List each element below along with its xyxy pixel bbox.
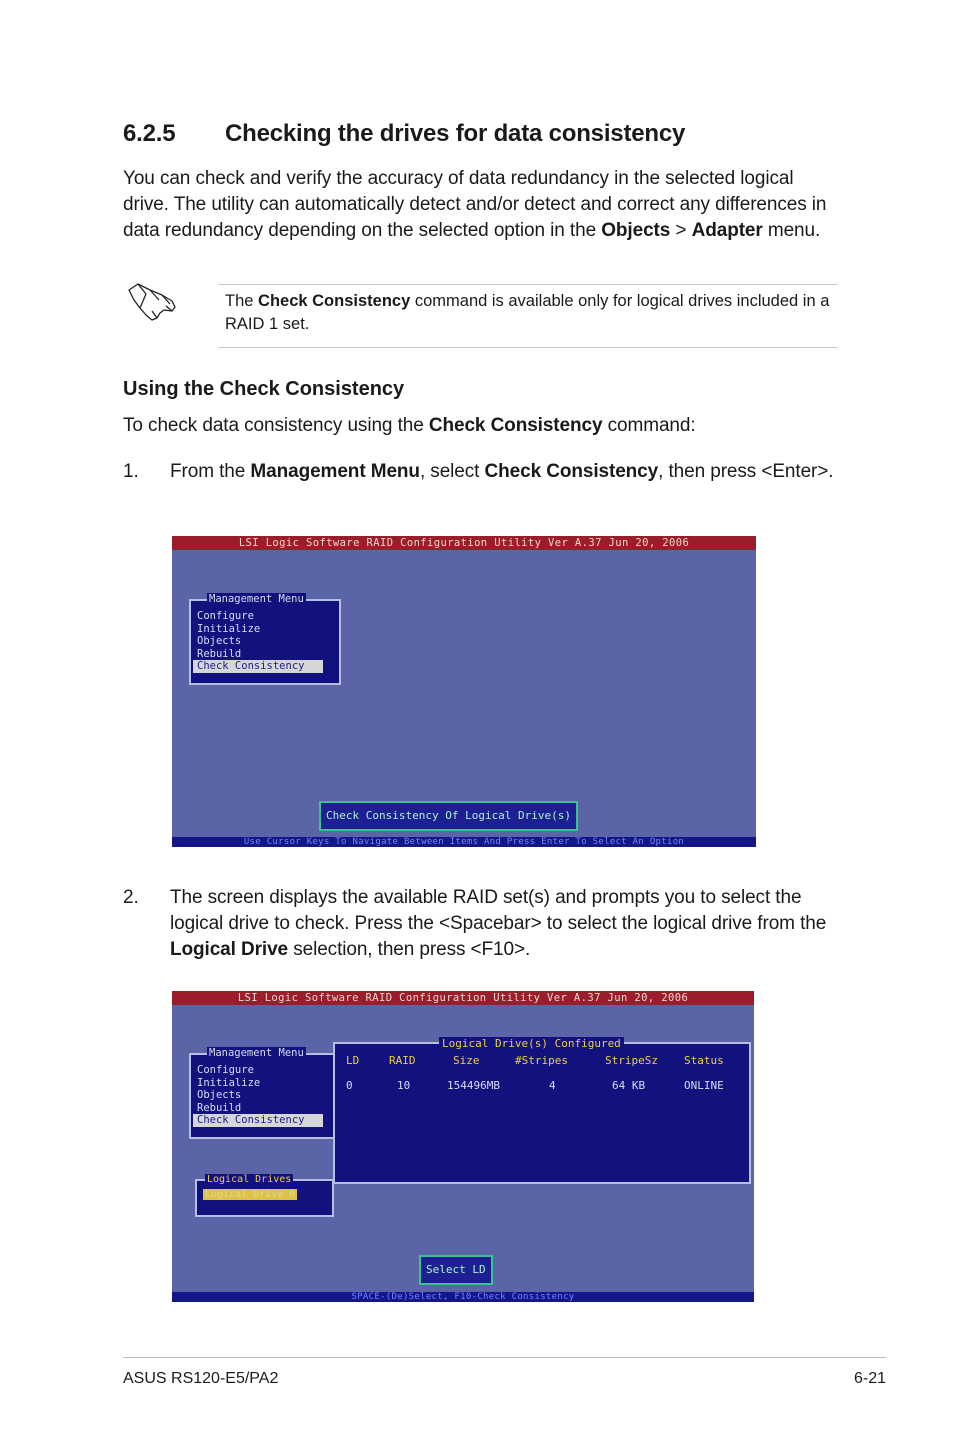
- cell-raid[interactable]: 10: [397, 1079, 411, 1092]
- logical-drive-0-item[interactable]: Logical Drive 0: [205, 1189, 296, 1200]
- bios-title-bar: LSI Logic Software RAID Configuration Utility Ver A.37 Jun 20, 2006: [172, 536, 756, 550]
- note-text: [225, 290, 835, 336]
- logical-drives-table: [333, 1037, 751, 1184]
- footer-page-number: 6-21: [853, 1370, 886, 1387]
- note-pre: The: [225, 292, 259, 310]
- step-1-post: , then press <Enter>.: [658, 461, 834, 482]
- col-header-raid: RAID: [389, 1054, 416, 1067]
- lead-term: Check Consistency: [428, 415, 603, 436]
- menu-item-objects[interactable]: Objects: [197, 1089, 242, 1101]
- adapter-term: Adapter: [691, 220, 763, 241]
- footer-model: ASUS RS120-E5/PA2: [123, 1370, 279, 1387]
- select-ld-dialog: Select LD: [419, 1255, 493, 1285]
- col-header-stripes: #Stripes: [515, 1054, 568, 1067]
- bios-title-bar: LSI Logic Software RAID Configuration Utility Ver A.37 Jun 20, 2006: [172, 991, 754, 1005]
- col-header-stripesz: StripeSz: [605, 1054, 658, 1067]
- check-consistency-dialog: Check Consistency Of Logical Drive(s): [319, 801, 578, 831]
- lead-paragraph: [123, 413, 696, 439]
- intro-paragraph: [123, 166, 838, 244]
- cell-status[interactable]: ONLINE: [684, 1079, 724, 1092]
- check-consistency-term: Check Consistency: [484, 461, 659, 482]
- objects-term: Objects: [601, 220, 671, 241]
- step-2-text: [170, 885, 838, 963]
- cell-stripes[interactable]: 4: [549, 1079, 556, 1092]
- step-1-text: [170, 459, 838, 485]
- management-menu-term: Management Menu: [250, 461, 420, 482]
- management-menu-box: [189, 593, 341, 685]
- col-header-size: Size: [453, 1054, 480, 1067]
- cell-ld[interactable]: 0: [346, 1079, 353, 1092]
- section-title: Checking the drives for data consistency: [225, 120, 686, 147]
- bios-screenshot-1: [172, 536, 756, 847]
- management-menu-title: Management Menu: [209, 593, 304, 605]
- intro-text-end: menu.: [762, 220, 821, 241]
- cell-size[interactable]: 154496MB: [447, 1079, 500, 1092]
- menu-item-rebuild[interactable]: Rebuild: [197, 1101, 242, 1114]
- intro-text: You can check and verify the accuracy of data redundancy in the selected logical drive. The utility can automatically detect and/or detect and correct any differences in data redundancy depending on the selected option in the: [123, 168, 827, 241]
- logical-drive-term: Logical Drive: [170, 939, 289, 960]
- step-2-number: 2.: [123, 887, 139, 908]
- step-2-pre: The screen displays the available RAID set(s) and prompts you to select the logical drive to check. Press the <Spacebar> to select the logical drive from the: [170, 887, 827, 934]
- menu-item-check-consistency[interactable]: Check Consistency: [193, 1114, 323, 1127]
- step-2-post: selection, then press <F10>.: [288, 939, 531, 960]
- logical-drives-selector: [195, 1174, 334, 1217]
- bios-status-bar: Use Cursor Keys To Navigate Between Items And Press Enter To Select An Option: [172, 837, 756, 847]
- menu-item-initialize[interactable]: Initialize: [197, 1076, 261, 1089]
- bios-screenshot-2: [172, 991, 754, 1302]
- footer-rule: [123, 1357, 886, 1358]
- bios-status-bar: SPACE-(De)Select, F10-Check Consistency: [172, 1292, 754, 1302]
- menu-item-objects[interactable]: Objects: [197, 635, 242, 647]
- step-1-number: 1.: [123, 461, 139, 482]
- menu-item-initialize[interactable]: Initialize: [197, 622, 261, 635]
- subsection-title: Using the Check Consistency: [123, 378, 405, 400]
- cell-stripesz[interactable]: 64 KB: [612, 1079, 646, 1092]
- menu-item-rebuild[interactable]: Rebuild: [197, 647, 242, 660]
- section-heading: [123, 120, 685, 148]
- note-bottom-rule: [218, 347, 838, 348]
- note-term: Check Consistency: [258, 292, 411, 310]
- menu-item-configure[interactable]: Configure: [197, 610, 254, 622]
- management-menu-box: [189, 1047, 341, 1139]
- note-hand-icon: [126, 280, 178, 326]
- logical-drives-selector-title: Logical Drives: [207, 1174, 292, 1185]
- col-header-status: Status: [684, 1054, 724, 1067]
- menu-separator: >: [670, 220, 692, 241]
- menu-item-configure[interactable]: Configure: [197, 1064, 254, 1076]
- step-1-pre: From the: [170, 461, 251, 482]
- lead-post: command:: [602, 415, 696, 436]
- management-menu-title: Management Menu: [209, 1047, 304, 1059]
- section-number: 6.2.5: [123, 120, 176, 147]
- note-post: command is available only for logical drives included in a RAID 1 set.: [225, 292, 830, 333]
- step-1-mid: , select: [419, 461, 485, 482]
- col-header-ld: LD: [346, 1054, 360, 1067]
- logical-drives-table-title: Logical Drive(s) Configured: [439, 1037, 624, 1050]
- lead-pre: To check data consistency using the: [123, 415, 429, 436]
- menu-item-check-consistency[interactable]: Check Consistency: [193, 660, 323, 673]
- note-top-rule: [218, 284, 838, 285]
